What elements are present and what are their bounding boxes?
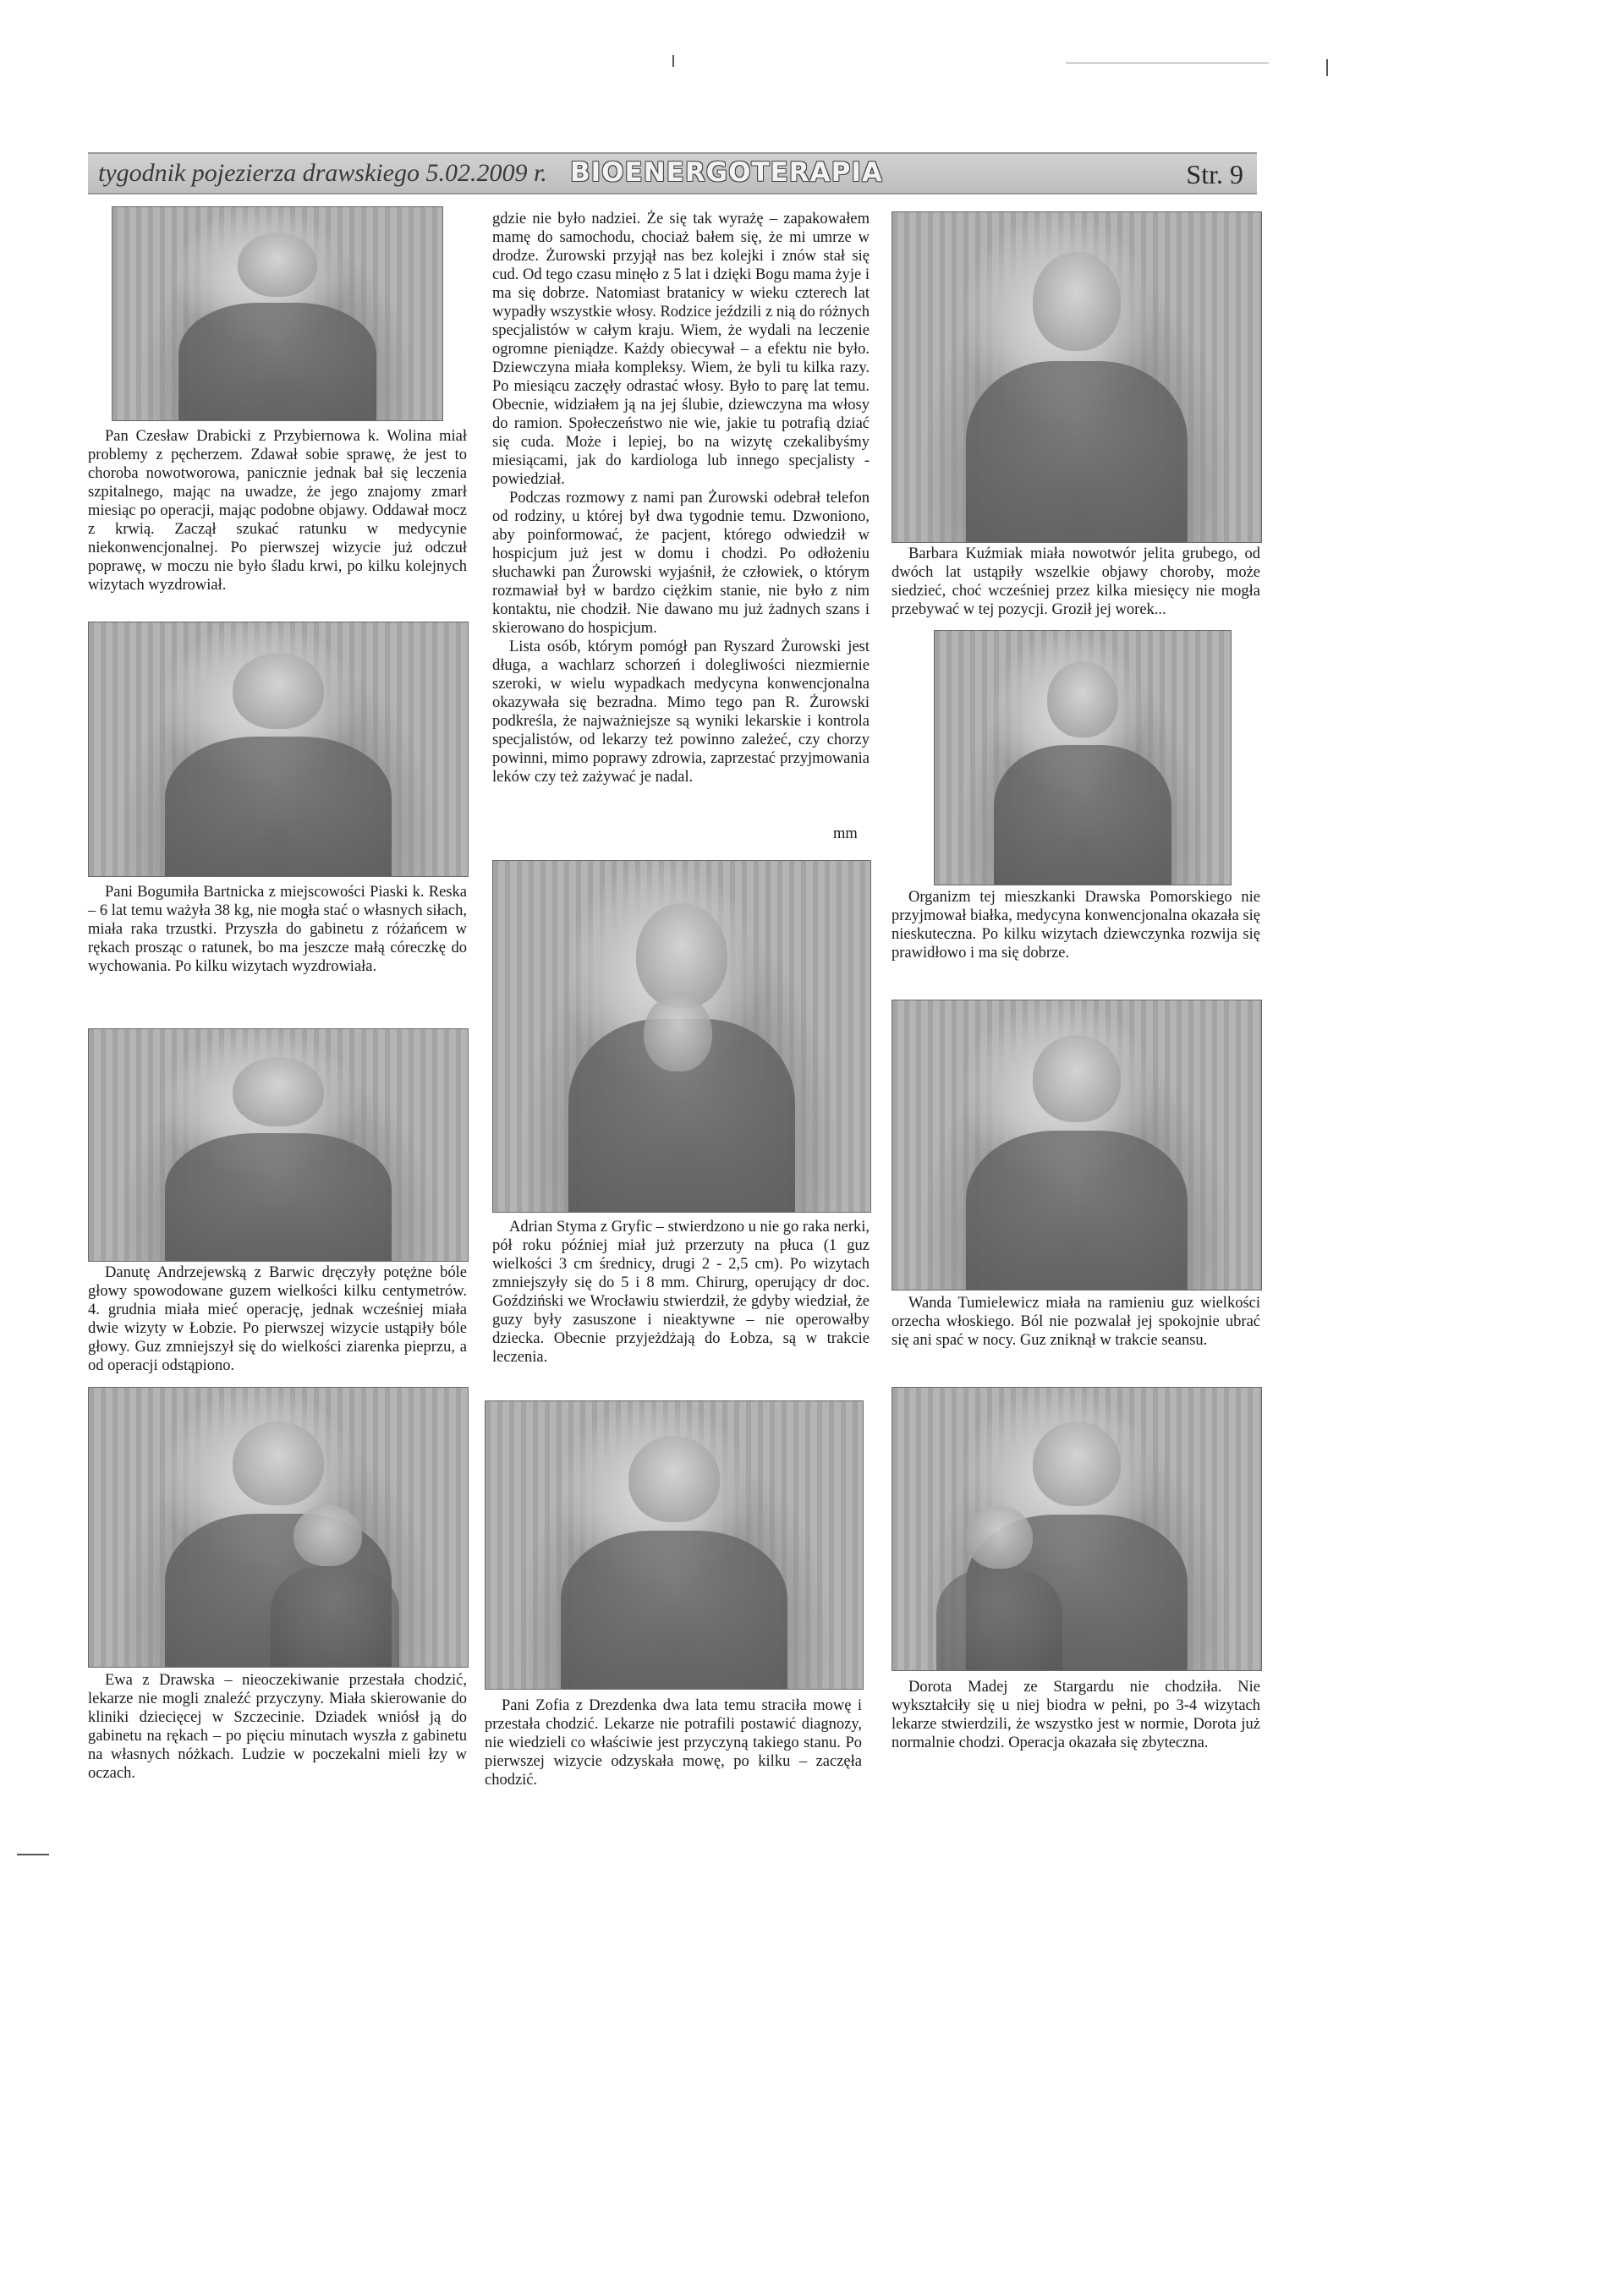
caption-madej: Dorota Madej ze Stargardu nie chodziła. Nie wykształciły się u niej biodra w pełni, po 3-4 wizytach lekarze stwierdzili, że wszystko jest w normie, Dorota już normalnie chodzi. Operacja okazała się zbyteczna. — [892, 1679, 1260, 1751]
page-header — [88, 152, 1257, 195]
photo-ewa — [88, 1387, 469, 1668]
photo-styma — [492, 860, 871, 1213]
article-body — [492, 210, 870, 786]
article-paragraph-2: Podczas rozmowy z nami pan Żurowski odebrał telefon od rodziny, u której był dwa tygodnie temu. Dzwoniono, aby poinformować, że pacjent, którego odwiedził w hospicjum już jest w domu i chodzi. Po odłożeniu słuchawki pan Żurowski wyjaśnił, że człowiek, o którym rozmawiał był w bardzo ciężkim stanie, nie było z nim kontaktu, nie chodził. Nie dawano mu już żadnych szans i skierowano do hospicjum. — [492, 490, 870, 637]
photo-bartnicka — [88, 622, 469, 877]
article-paragraph-1: gdzie nie było nadziei. Że się tak wyrażę – zapakowałem mamę do samochodu, chociaż bałem się, że mi umrze w drodze. Żurowski przyjął nas bez kolejki i znów stał się cud. Od tego czasu minęło z 5 lat i dzięki Bogu mama żyje i ma się dobrze. Natomiast bratanicy w wieku czterech lat wypadły wszystkie włosy. Rodzice jeździli z nią do różnych specjalistów w całym kraju. Wiem, że wydali na leczenie ogromne pieniądze. Każdy obiecywał – a efektu nie było. Dziewczyna miała kompleksy. Wiem, że byli tu kilka razy. Po miesiącu zaczęły odrastać włosy. Było to parę lat temu. Obecnie, widziałem ją na jej ślubie, dziewczyna ma włosy do ramion. Społeczeństwo nie wie, jakie tu potrafią dziać się cuda. Może i lepiej, bo na wizytę czekalibyśmy miesiącami, jak do kardiologa lub innego specjalisty - powiedział. — [492, 211, 870, 488]
caption-tumielewicz: Wanda Tumielewicz miała na ramieniu guz wielkości orzecha włoskiego. Ból nie pozwalał jej spokojnie ubrać się ani spać w nocy. Guz zniknął w trakcie seansu. — [892, 1295, 1260, 1349]
caption-ewa: Ewa z Drawska – nieoczekiwanie przestała chodzić, lekarze nie mogli znaleźć przyczyny. Miała skierowanie do kliniki dziecięcej w Szczecinie. Dziadek wniósł ją do gabinetu na rękach – po pięciu minutach wyszła z gabinetu na własnych nóżkach. Ludzie w poczekalni mieli łzy w oczach. — [88, 1672, 467, 1782]
caption-kuzmiak: Barbara Kuźmiak miała nowotwór jelita grubego, od dwóch lat ustąpiły wszelkie objawy choroby, może siedzieć, choć wcześniej przez kilka miesięcy nie mogła przebywać w tej pozycji. Groził jej worek... — [892, 545, 1260, 618]
photo-dziewczynka — [934, 630, 1232, 885]
caption-dziewczynka: Organizm tej mieszkanki Drawska Pomorskiego nie przyjmował białka, medycyna konwencjonalna okazała się nieskuteczna. Po kilku wizytach dziewczynka rozwija się prawidłowo i ma się dobrze. — [892, 889, 1260, 962]
caption-zofia: Pani Zofia z Drezdenka dwa lata temu straciła mowę i przestała chodzić. Lekarze nie potrafili postawić diagnozy, nie wiedzieli co właściwie jest przyczyną takiego stanu. Po pierwszej wizycie odzyskała mowę, po kilku – zaczęła chodzić. — [485, 1697, 862, 1789]
photo-kuzmiak — [892, 211, 1262, 543]
caption-styma: Adrian Styma z Gryfic – stwierdzono u nie go raka nerki, pół roku później miał już przerzuty na płuca (1 guz wielkości 3 cm średnicy, drugi 2 - 2,5 cm). Po wizytach zmniejszyły się do 5 i 8 mm. Chirurg, operujący dr doc. Goździński we Wrocławiu stwierdził, że gdyby wiedział, że guzy były zasuszone i nieaktywne – nie operowałby dziecka. Obecnie przyjeżdżają do Łobza, są w trakcie leczenia. — [492, 1219, 870, 1366]
photo-drabicki — [112, 206, 443, 421]
photo-andrzejewska — [88, 1028, 469, 1262]
article-paragraph-3: Lista osób, którym pomógł pan Ryszard Żurowski jest długa, a wachlarz schorzeń i dolegliwości niezmiernie szeroki, w wielu wypadkach medycyna konwencjonalna okazywała się bezradna. Mimo tego pan R. Żurowski podkreśla, że najważniejsze są wyniki lekarskie i kontrola specjalistów, od lekarzy też powinno zależeć, czy chorzy powinni, mimo poprawy zdrowia, zaprzestać przyjmowania leków czy też zażywać je nadal. — [492, 638, 870, 786]
caption-andrzejewska: Danutę Andrzejewską z Barwic dręczyły potężne bóle głowy spowodowane guzem wielkości kilku centymetrów. 4. grudnia miała mieć operację, jednak wcześniej miała dwie wizyty w Łobzie. Po pierwszej wizycie ustąpiły bóle głowy. Guz zmniejszył się do wielkości ziarenka pieprzu, a od operacji odstąpiono. — [88, 1264, 467, 1374]
scan-mark — [672, 55, 674, 67]
author-signature: mm — [833, 825, 858, 842]
section-title: BIOENERGOTERAPIA — [570, 157, 883, 188]
publication-title: tygodnik pojezierza drawskiego 5.02.2009 r. — [98, 159, 547, 187]
photo-zofia — [485, 1400, 864, 1690]
caption-drabicki: Pan Czesław Drabicki z Przybiernowa k. Wolina miał problemy z pęcherzem. Zdawał sobie sprawę, że jest to choroba nowotworowa, panicznie jednak bał się leczenia szpitalnego, mając na uwadze, że jego znajomy zmarł miesiąc po operacji, mając podobne objawy. Oddawał mocz z krwią. Zaczął szukać ratunku w medycynie niekonwencjonalnej. Po pierwszej wizycie już odczuł poprawę, w moczu nie było śladu krwi, po kilku kolejnych wizytach wyzdrowiał. — [88, 428, 467, 594]
page-number: Str. 9 — [1186, 159, 1243, 189]
caption-bartnicka: Pani Bogumiła Bartnicka z miejscowości Piaski k. Reska – 6 lat temu ważyła 38 kg, nie mogła stać o własnych siłach, miała raka trzustki. Przyszła do gabinetu z różańcem w rękach prosząc o ratunek, bo ma jeszcze małą córeczkę do wychowania. Po kilku wizytach wyzdrowiała. — [88, 884, 467, 975]
scan-mark — [1326, 59, 1328, 76]
scan-mark — [17, 1854, 49, 1855]
photo-tumielewicz — [892, 1000, 1262, 1290]
photo-madej — [892, 1387, 1262, 1671]
